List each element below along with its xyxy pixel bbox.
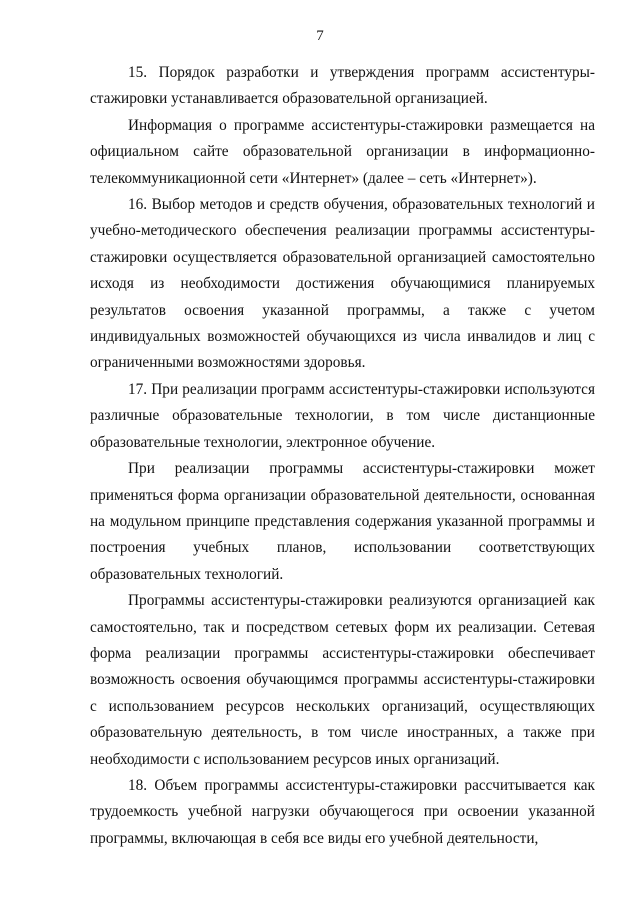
paragraph-17-network: Программы ассистентуры-стажировки реализуются организацией как самостоятельно, так и посредством сетевых форм их реализации. Сетевая форма реализации программы ассистентуры-стажировки обеспечивает возможность освоения обучающимся программы ассистентуры-стажировки с использованием ресурсов нескольких организаций, осуществляющих образовательную деятельность, в том числе иностранных, а также при необходимости с использованием ресурсов иных организаций. bbox=[90, 592, 595, 768]
paragraph-15-info: Информация о программе ассистентуры-стажировки размещается на официальном сайте образовательной организации в информационно-телекоммуникационной сети «Интернет» (далее – сеть «Интернет»). bbox=[90, 116, 595, 187]
page-number: 7 bbox=[316, 28, 324, 44]
document-body bbox=[90, 60, 595, 852]
paragraph-15: 15. Порядок разработки и утверждения программ ассистентуры-стажировки устанавливается образовательной организацией. bbox=[90, 64, 595, 108]
paragraph-17: 17. При реализации программ ассистентуры-стажировки используются различные образовательные технологии, в том числе дистанционные образовательные технологии, электронное обучение. bbox=[90, 380, 595, 451]
paragraph-17-modular: При реализации программы ассистентуры-стажировки может применяться форма организации образовательной деятельности, основанная на модульном принципе представления содержания указанной программы и построения учебных планов, использовании соответствующих образовательных технологий. bbox=[90, 460, 595, 583]
paragraph-18: 18. Объем программы ассистентуры-стажировки рассчитывается как трудоемкость учебной нагрузки обучающегося при освоении указанной программы, включающая в себя все виды его учебной деятельности, bbox=[90, 776, 595, 847]
paragraph-16: 16. Выбор методов и средств обучения, образовательных технологий и учебно-методического обеспечения реализации программы ассистентуры-стажировки осуществляется образовательной организацией самостоятельно исходя из необходимости достижения обучающимися планируемых результатов освоения указанной программы, а также с учетом индивидуальных возможностей обучающихся из числа инвалидов и лиц с ограниченными возможностями здоровья. bbox=[90, 196, 595, 372]
